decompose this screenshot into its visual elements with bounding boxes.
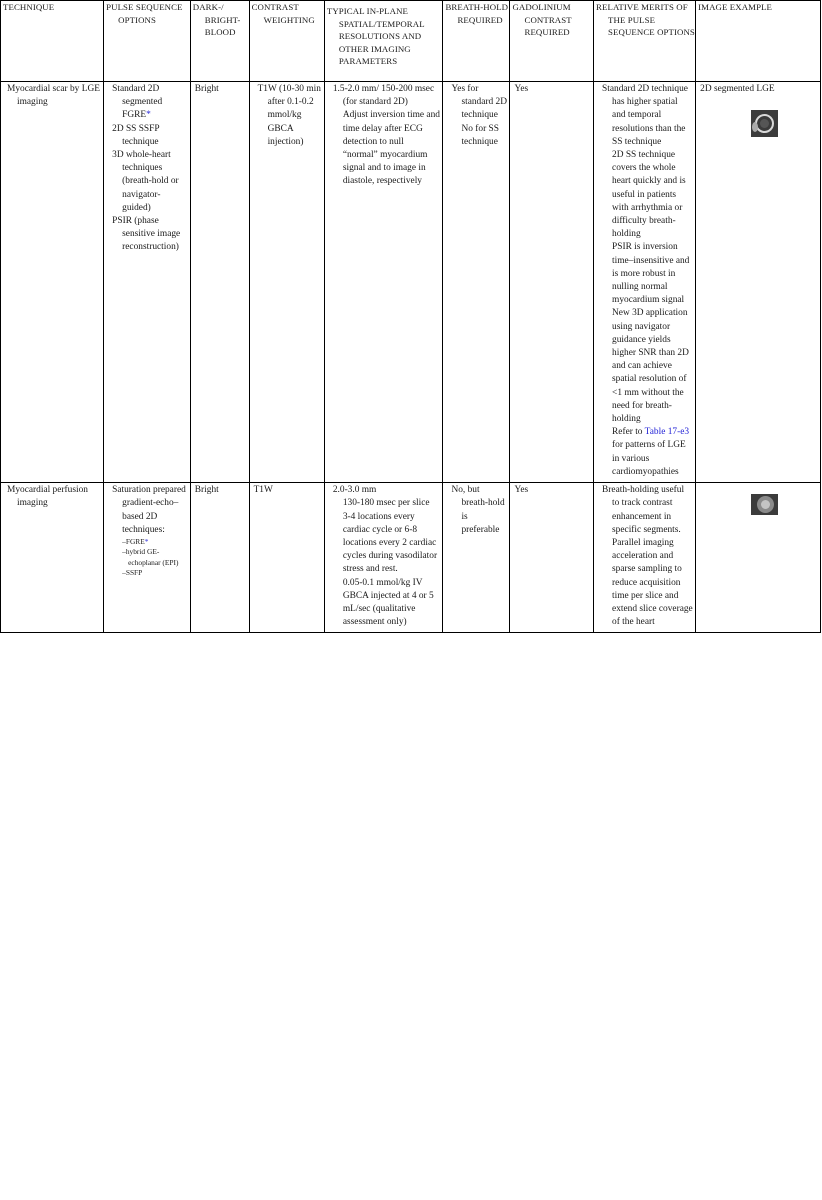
cell-image-example <box>696 483 821 633</box>
cell-merits: Standard 2D technique has higher spatial and temporal resolutions than the SS technique 2D SS technique covers the whole heart quickly and is useful in patients with arrhythmia or difficulty breath-holding PSIR is inversion time–insensitive and is more robust in nulling normal myocardium signal New 3D application using navigator guidance yields higher SNR than 2D and can achieve spatial resolution of <1 mm without the need for breath-holding Refer to Table 17-e3 for patterns of LGE in various cardiomyopathies <box>594 82 696 483</box>
footnote-link[interactable]: * <box>146 110 151 121</box>
header-dark-bright-blood: DARK-/ BRIGHT-BLOOD <box>190 1 249 82</box>
cell-contrast: T1W <box>249 483 324 633</box>
header-breath-hold: BREATH-HOLD REQUIRED <box>443 1 510 82</box>
header-row <box>1 1 821 82</box>
cell-contrast: T1W (10-30 min after 0.1-0.2 mmol/kg GBCA injection) <box>249 82 324 483</box>
cell-gadolinium: Yes <box>510 483 594 633</box>
cell-technique: Myocardial scar by LGE imaging <box>1 82 104 483</box>
header-gadolinium: GADOLINIUM CONTRAST REQUIRED <box>510 1 594 82</box>
table-header <box>1 1 821 82</box>
lge-mri-image <box>751 110 778 137</box>
header-image-example: IMAGE EXAMPLE <box>696 1 821 82</box>
header-technique: TECHNIQUE <box>1 1 104 82</box>
cell-blood: Bright <box>190 483 249 633</box>
cell-resolution: 1.5-2.0 mm/ 150-200 msec (for standard 2D) Adjust inversion time and time delay after ECG detection to null “normal” myocardium signal and to image in diastole, respectively <box>324 82 443 483</box>
cell-merits: Breath-holding useful to track contrast enhancement in specific segments. Parallel imaging acceleration and sparse sampling to reduce acquisition time per slice and extend slice coverage of the heart <box>594 483 696 633</box>
perfusion-mri-image <box>751 494 778 515</box>
image-caption: 2D segmented LGE <box>700 84 775 94</box>
table-row <box>1 483 821 633</box>
table-17-e3-link[interactable]: Table 17-e3 <box>644 427 690 438</box>
footnote-link[interactable]: * <box>144 536 149 546</box>
cell-breath-hold: Yes for standard 2D technique No for SS technique <box>443 82 510 483</box>
header-relative-merits: RELATIVE MERITS OF THE PULSE SEQUENCE OPTIONS <box>594 1 696 82</box>
cell-blood: Bright <box>190 82 249 483</box>
header-pulse-sequence-options: PULSE SEQUENCE OPTIONS <box>104 1 191 82</box>
cell-pulse-sequence: Standard 2D segmented FGRE* 2D SS SSFP technique 3D whole-heart techniques (breath-hold or navigator-guided) PSIR (phase sensitive image reconstruction) <box>104 82 191 483</box>
table-row <box>1 82 821 483</box>
cell-image-example <box>696 82 821 483</box>
cell-resolution: 2.0-3.0 mm 130-180 msec per slice 3-4 locations every cardiac cycle or 6-8 locations every 2 cardiac cycles during vasodilator stress and rest. 0.05-0.1 mmol/kg IV GBCA injected at 4 or 5 mL/sec (qualitative assessment only) <box>324 483 443 633</box>
cell-gadolinium: Yes <box>510 82 594 483</box>
header-resolutions: TYPICAL IN-PLANE SPATIAL/TEMPORAL RESOLUTIONS AND OTHER IMAGING PARAMETERS <box>324 1 443 82</box>
cell-breath-hold: No, but breath-hold is preferable <box>443 483 510 633</box>
header-contrast-weighting: CONTRAST WEIGHTING <box>249 1 324 82</box>
cell-technique: Myocardial perfusion imaging <box>1 483 104 633</box>
cell-pulse-sequence: Saturation prepared gradient-echo–based 2D techniques: –FGRE* –hybrid GE-echoplanar (EPI) –SSFP <box>104 483 191 633</box>
